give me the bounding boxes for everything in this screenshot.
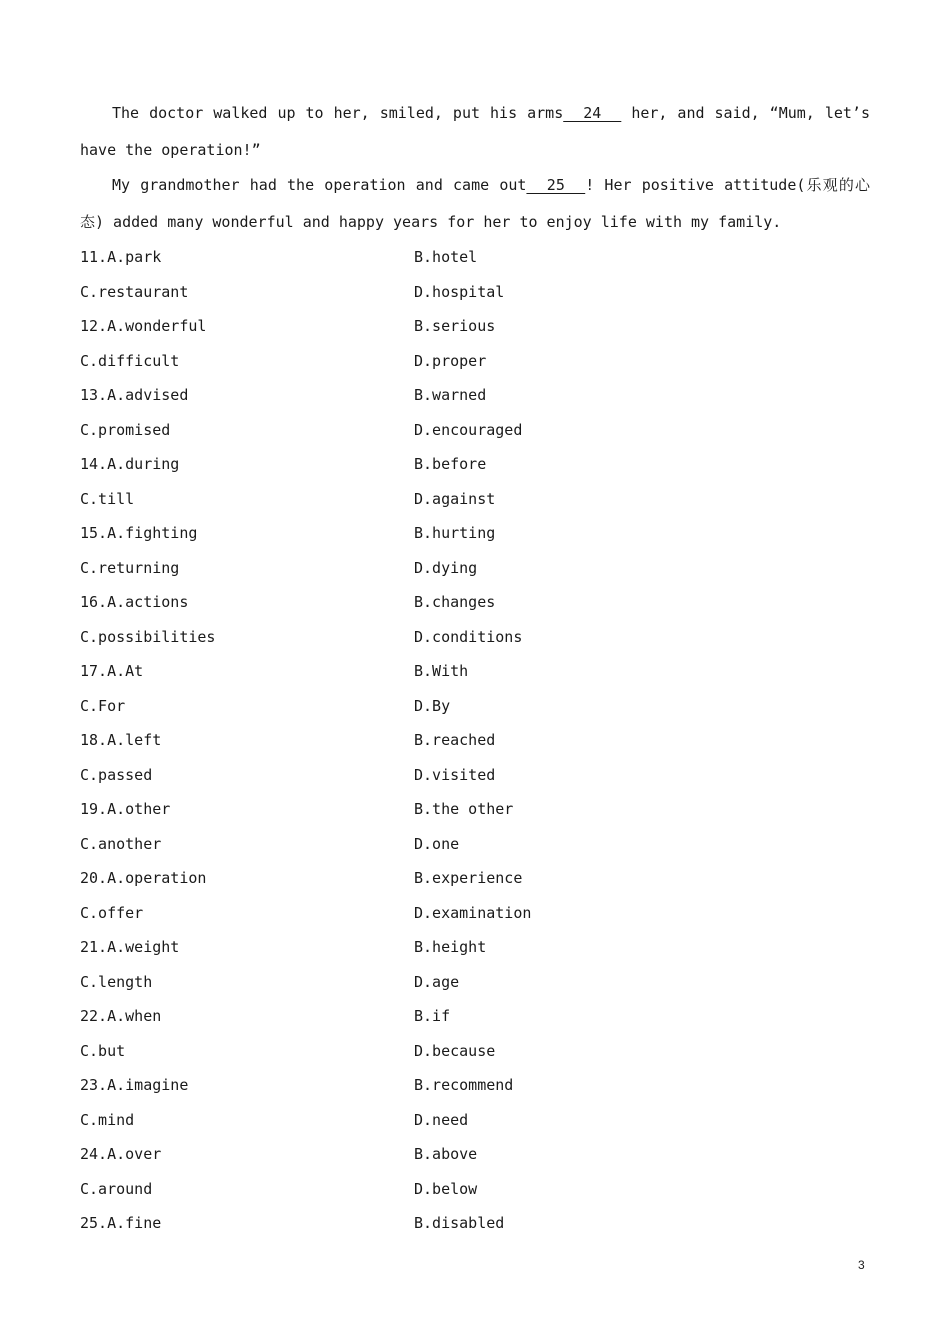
option-left: 21.A.weight bbox=[80, 938, 180, 956]
option-row bbox=[80, 551, 870, 586]
option-left: 11.A.park bbox=[80, 248, 162, 266]
option-left: C.promised bbox=[80, 420, 171, 439]
option-left: C.mind bbox=[80, 1110, 135, 1129]
option-left: C.another bbox=[80, 834, 162, 853]
option-row bbox=[80, 516, 870, 551]
paragraph-text: her, and said, “Mum, let’s have the operation!” bbox=[80, 104, 870, 159]
option-right: B.disabled bbox=[414, 1214, 505, 1232]
option-right: D.examination bbox=[414, 903, 532, 922]
option-row bbox=[80, 344, 870, 379]
option-row bbox=[80, 1172, 870, 1207]
option-left: C.till bbox=[80, 489, 135, 508]
option-right: D.By bbox=[414, 696, 451, 715]
paragraph-text: My grandmother had the operation and came out bbox=[112, 176, 527, 194]
option-row bbox=[80, 827, 870, 862]
option-left: C.returning bbox=[80, 558, 180, 577]
option-right: D.below bbox=[414, 1179, 478, 1198]
option-row bbox=[80, 585, 870, 620]
option-row bbox=[80, 447, 870, 482]
passage-paragraph-1 bbox=[80, 95, 870, 169]
option-right: B.recommend bbox=[414, 1076, 514, 1094]
page-number: 3 bbox=[858, 1258, 865, 1272]
option-right: D.because bbox=[414, 1041, 496, 1060]
option-right: B.the other bbox=[414, 800, 514, 818]
option-right: D.conditions bbox=[414, 627, 523, 646]
option-left: C.difficult bbox=[80, 351, 180, 370]
option-left: 17.A.At bbox=[80, 662, 144, 680]
option-row bbox=[80, 1068, 870, 1103]
answer-options-list bbox=[80, 240, 870, 1241]
option-row bbox=[80, 861, 870, 896]
option-row bbox=[80, 723, 870, 758]
option-row bbox=[80, 620, 870, 655]
option-left: C.length bbox=[80, 972, 153, 991]
option-row bbox=[80, 309, 870, 344]
option-row bbox=[80, 758, 870, 793]
option-row bbox=[80, 275, 870, 310]
option-right: B.hotel bbox=[414, 248, 478, 266]
option-left: C.around bbox=[80, 1179, 153, 1198]
option-right: D.visited bbox=[414, 765, 496, 784]
option-left: C.passed bbox=[80, 765, 153, 784]
option-row bbox=[80, 896, 870, 931]
option-right: D.proper bbox=[414, 351, 487, 370]
option-right: B.above bbox=[414, 1145, 478, 1163]
paragraph-text: The doctor walked up to her, smiled, put his arms bbox=[112, 104, 564, 122]
option-right: D.dying bbox=[414, 558, 478, 577]
option-row bbox=[80, 240, 870, 275]
option-left: C.restaurant bbox=[80, 282, 189, 301]
option-row bbox=[80, 1206, 870, 1241]
option-left: 13.A.advised bbox=[80, 386, 189, 404]
option-right: B.warned bbox=[414, 386, 487, 404]
option-right: B.reached bbox=[414, 731, 496, 749]
option-right: B.With bbox=[414, 662, 469, 680]
option-right: B.serious bbox=[414, 317, 496, 335]
option-row bbox=[80, 792, 870, 827]
option-right: B.hurting bbox=[414, 524, 496, 542]
option-left: 19.A.other bbox=[80, 800, 171, 818]
option-left: 12.A.wonderful bbox=[80, 317, 207, 335]
option-left: C.offer bbox=[80, 903, 144, 922]
option-row bbox=[80, 965, 870, 1000]
option-left: 18.A.left bbox=[80, 731, 162, 749]
option-right: B.if bbox=[414, 1007, 451, 1025]
option-row bbox=[80, 999, 870, 1034]
option-row bbox=[80, 930, 870, 965]
option-right: D.age bbox=[414, 972, 460, 991]
blank-25: 25 bbox=[526, 176, 586, 194]
option-right: B.height bbox=[414, 938, 487, 956]
option-right: D.one bbox=[414, 834, 460, 853]
option-right: D.against bbox=[414, 489, 496, 508]
option-right: B.experience bbox=[414, 869, 523, 887]
paragraph-text: ! Her positive attitude(乐观的心态) added many wonderful and happy years for her to enjoy life with my family. bbox=[80, 176, 870, 231]
option-left: 20.A.operation bbox=[80, 869, 207, 887]
option-row bbox=[80, 1034, 870, 1069]
option-row bbox=[80, 378, 870, 413]
option-left: 22.A.when bbox=[80, 1007, 162, 1025]
option-left: 16.A.actions bbox=[80, 593, 189, 611]
option-row bbox=[80, 1137, 870, 1172]
option-left: 24.A.over bbox=[80, 1145, 162, 1163]
blank-24: 24 bbox=[563, 104, 622, 122]
option-left: C.possibilities bbox=[80, 627, 216, 646]
option-right: D.hospital bbox=[414, 282, 505, 301]
option-right: B.changes bbox=[414, 593, 496, 611]
option-left: C.but bbox=[80, 1041, 126, 1060]
option-left: C.For bbox=[80, 696, 126, 715]
passage-paragraph-2 bbox=[80, 167, 870, 241]
option-left: 25.A.fine bbox=[80, 1214, 162, 1232]
option-row bbox=[80, 413, 870, 448]
option-right: D.need bbox=[414, 1110, 469, 1129]
option-row bbox=[80, 654, 870, 689]
option-left: 15.A.fighting bbox=[80, 524, 198, 542]
option-right: D.encouraged bbox=[414, 420, 523, 439]
option-row bbox=[80, 1103, 870, 1138]
option-row bbox=[80, 482, 870, 517]
option-right: B.before bbox=[414, 455, 487, 473]
option-left: 23.A.imagine bbox=[80, 1076, 189, 1094]
option-left: 14.A.during bbox=[80, 455, 180, 473]
option-row bbox=[80, 689, 870, 724]
